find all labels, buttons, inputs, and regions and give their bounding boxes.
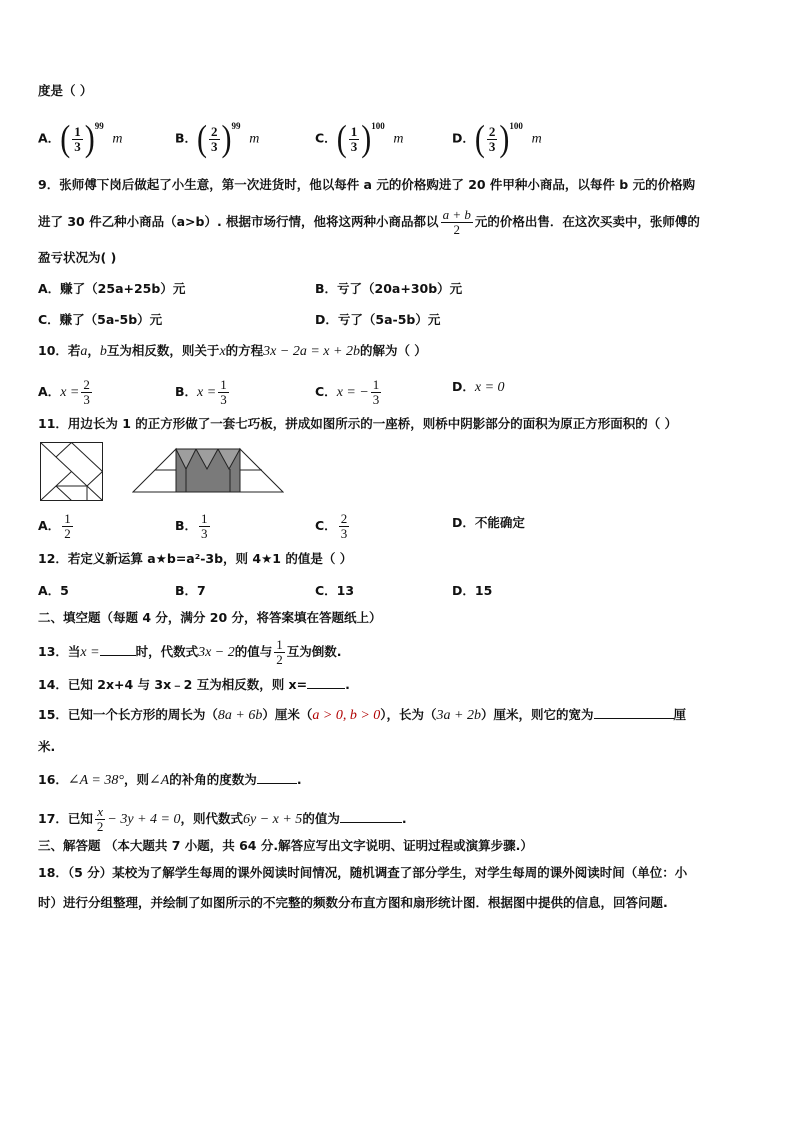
q13-expr: 3x − 2 — [198, 645, 235, 660]
q17-text: 17．已知 — [38, 811, 93, 826]
q10-text: 互为相反数，则关于 — [106, 343, 220, 358]
q13-answer-blank[interactable] — [100, 643, 136, 656]
option-letter: C． — [315, 518, 337, 533]
section-2-heading: 二、填空题（每题 4 分，满分 20 分，将答案填在答题纸上） — [38, 610, 382, 625]
q11-option-c[interactable] — [315, 512, 351, 541]
q10-option-b[interactable] — [175, 378, 231, 407]
q8-stem-tail: 度是（ ） — [38, 83, 93, 98]
q11-option-b[interactable] — [175, 512, 212, 541]
q9-option-b[interactable]: B．亏了（20a+30b）元 — [315, 281, 463, 296]
var-a: a — [80, 344, 88, 359]
fraction-denominator: 3 — [372, 392, 380, 407]
option-letter: D． — [452, 379, 475, 394]
fraction-denominator: 2 — [276, 652, 283, 667]
fraction-numerator: 1 — [276, 637, 283, 652]
q8-option-c[interactable]: C．( $\frac{1}{3}$ )$^{100}$ m — [315, 117, 404, 159]
q15-stem-line2: 米. — [38, 739, 56, 754]
option-letter: A． — [38, 384, 61, 399]
fraction-denominator: 3 — [220, 392, 227, 407]
fraction-numerator: a + b — [442, 207, 471, 222]
option-letter: A． — [38, 130, 61, 146]
q9-option-d[interactable]: D．亏了（5a-5b）元 — [315, 312, 441, 327]
var-b: b — [99, 344, 107, 359]
q10-equation: 3x − 2a = x + 2b — [263, 344, 360, 359]
q15-length: 3a + 2b — [436, 708, 481, 723]
q16-text: 16． — [38, 772, 68, 787]
option-expr: x = — [197, 385, 217, 400]
q8-option-b[interactable]: B．( $\frac{2}{3}$ )$^{99}$ m — [175, 117, 260, 159]
q10-option-c[interactable] — [315, 378, 383, 407]
q9-stem-text: 元的价格出售．在这次买卖中，张师傅的 — [474, 214, 700, 229]
q9-price-fraction — [441, 208, 473, 237]
option-fraction — [339, 512, 350, 541]
option-fraction — [371, 378, 382, 407]
q12-option-d[interactable]: D．15 — [452, 583, 493, 598]
option-letter: B． — [175, 384, 198, 399]
q17-text: ，则代数式 — [180, 811, 243, 826]
fraction-denominator: 3 — [211, 138, 218, 154]
option-letter: C． — [315, 384, 337, 399]
q8-option-d[interactable]: D．( $\frac{2}{3}$ )$^{100}$ m — [452, 117, 542, 159]
q15-text: ），长为（ — [380, 707, 437, 722]
q16-angle: ∠A — [149, 773, 170, 788]
q16-text: . — [296, 772, 302, 787]
q12-option-a[interactable]: A．5 — [38, 583, 69, 598]
q15-condition: a > 0, b > 0 — [312, 708, 381, 723]
fraction-denominator: 3 — [74, 138, 81, 154]
fraction-numerator: 1 — [64, 511, 71, 526]
q8-option-a[interactable]: A．( $\frac{1}{3}$ )$^{99}$ m — [38, 117, 123, 159]
q15-text: 厘 — [673, 707, 687, 722]
q11-option-a[interactable] — [38, 512, 75, 541]
q12-stem: 12．若定义新运算 a★b=a²-3b，则 4★1 的值是（ ） — [38, 551, 353, 566]
q15-perimeter: 8a + 6b — [217, 708, 263, 723]
q12-option-b[interactable]: B．7 — [175, 583, 206, 598]
option-fraction — [218, 378, 229, 407]
q9-stem-line3: 盈亏状况为( ) — [38, 250, 117, 265]
option-letter: B． — [175, 518, 198, 533]
option-letter: B． — [175, 130, 198, 146]
q16-answer-blank[interactable] — [257, 771, 297, 784]
q10-stem — [38, 342, 427, 361]
q14-stem — [38, 676, 350, 694]
q9-option-a[interactable]: A．赚了（25a+25b）元 — [38, 281, 186, 296]
q18-stem-line2: 时）进行分组整理，并绘制了如图所示的不完整的频数分布直方图和扇形统计图．根据图中提供的信息，回答问题. — [38, 895, 668, 910]
q10-option-d[interactable] — [452, 378, 505, 397]
q13-fraction — [274, 638, 285, 667]
unit: m — [249, 131, 260, 147]
q9-stem-line2 — [38, 208, 700, 237]
q11-stem: 11．用边长为 1 的正方形做了一套七巧板，拼成如图所示的一座桥，则桥中阴影部分的面积为原正方形面积的（ ） — [38, 416, 678, 431]
fraction-numerator: 2 — [83, 377, 90, 392]
option-fraction — [62, 512, 73, 541]
q17-equation: − 3y + 4 = 0 — [107, 812, 181, 827]
option-fraction — [81, 378, 92, 407]
q16-text: ，则 — [123, 772, 149, 787]
option-expr: x = − — [336, 385, 369, 400]
exponent: 100 — [371, 120, 385, 131]
q17-text: . — [401, 811, 407, 826]
q17-stem — [38, 805, 407, 834]
q16-angle: ∠A = 38° — [67, 773, 124, 788]
var-x: x — [219, 344, 226, 359]
tangram-square-figure — [40, 442, 104, 502]
q12-option-c[interactable]: C．13 — [315, 583, 355, 598]
tangram-bridge-figure — [132, 447, 284, 493]
q15-text: ）厘米（ — [262, 707, 313, 722]
q17-fraction — [95, 805, 106, 834]
exponent: 99 — [94, 120, 104, 131]
fraction-numerator: 2 — [211, 123, 218, 139]
option-expr: x = — [60, 385, 80, 400]
q13-text: 互为倒数. — [286, 644, 342, 659]
q13-var: x = — [80, 645, 100, 660]
q14-text: . — [345, 677, 350, 692]
q11-option-d[interactable]: D．不能确定 — [452, 515, 525, 530]
q10-text: 10．若 — [38, 343, 81, 358]
q16-text: 的补角的度数为 — [169, 772, 257, 787]
q17-expr: 6y − x + 5 — [242, 812, 303, 827]
q13-text: 时，代数式 — [135, 644, 199, 659]
fraction-denominator: 3 — [201, 526, 208, 541]
q9-stem-line1: 9．张师傅下岗后做起了小生意，第一次进货时，他以每件 a 元的价格购进了 20 件甲种小商品，以每件 b 元的价格购 — [38, 177, 696, 192]
fraction-denominator: 3 — [83, 392, 90, 407]
option-letter: D． — [452, 130, 475, 146]
q17-text: 的值为 — [302, 811, 340, 826]
option-letter: C． — [315, 130, 337, 146]
q13-text: 的值与 — [234, 644, 273, 659]
option-letter: A． — [38, 518, 61, 533]
q13-stem — [38, 638, 342, 667]
q14-text: 14．已知 2x+4 与 3x﹣2 互为相反数，则 x= — [38, 677, 308, 692]
q17-answer-blank[interactable] — [340, 810, 402, 823]
fraction-denominator: 2 — [96, 819, 104, 834]
q9-option-c[interactable]: C．赚了（5a-5b）元 — [38, 312, 163, 327]
fraction-numerator: 1 — [74, 123, 81, 139]
fraction-numerator: 2 — [488, 123, 496, 139]
q15-text: ）厘米，则它的宽为 — [481, 707, 594, 722]
option-expr: x = 0 — [474, 380, 505, 395]
fraction-denominator: 2 — [453, 222, 460, 237]
q15-stem — [38, 706, 686, 725]
fraction-denominator: 3 — [350, 138, 358, 154]
fraction-numerator: 1 — [201, 511, 208, 526]
q10-text: ， — [87, 343, 100, 358]
q15-answer-blank[interactable] — [594, 706, 674, 719]
fraction-denominator: 3 — [340, 526, 348, 541]
unit: m — [393, 131, 404, 147]
q16-stem — [38, 771, 302, 790]
section-3-heading: 三、解答题 （本大题共 7 小题，共 64 分.解答应写出文字说明、证明过程或演算步骤.） — [38, 838, 533, 853]
unit: m — [112, 131, 123, 147]
fraction-numerator: 1 — [220, 377, 227, 392]
q15-text: 15．已知一个长方形的周长为（ — [38, 707, 218, 722]
q10-text: 的解为（ ） — [359, 343, 427, 358]
q10-text: 的方程 — [225, 343, 264, 358]
exponent: 100 — [509, 120, 523, 131]
fraction-numerator: 2 — [340, 511, 348, 526]
q13-text: 13．当 — [38, 644, 81, 659]
fraction-denominator: 2 — [64, 526, 71, 541]
exponent: 99 — [231, 120, 241, 131]
q10-option-a[interactable] — [38, 378, 94, 407]
fraction-numerator: 1 — [372, 377, 380, 392]
q9-stem-text: 进了 30 件乙种小商品（a>b）. 根据市场行情，他将这两种小商品都以 — [38, 214, 439, 229]
fraction-numerator: 1 — [350, 123, 358, 139]
unit: m — [531, 131, 542, 147]
fraction-denominator: 3 — [488, 138, 496, 154]
q18-stem-line1: 18．（5 分）某校为了解学生每周的课外阅读时间情况，随机调查了部分学生，对学生每周的课外阅读时间（单位：小 — [38, 865, 688, 880]
q14-answer-blank[interactable] — [307, 676, 345, 689]
fraction-numerator: x — [95, 805, 106, 820]
option-fraction — [199, 512, 210, 541]
